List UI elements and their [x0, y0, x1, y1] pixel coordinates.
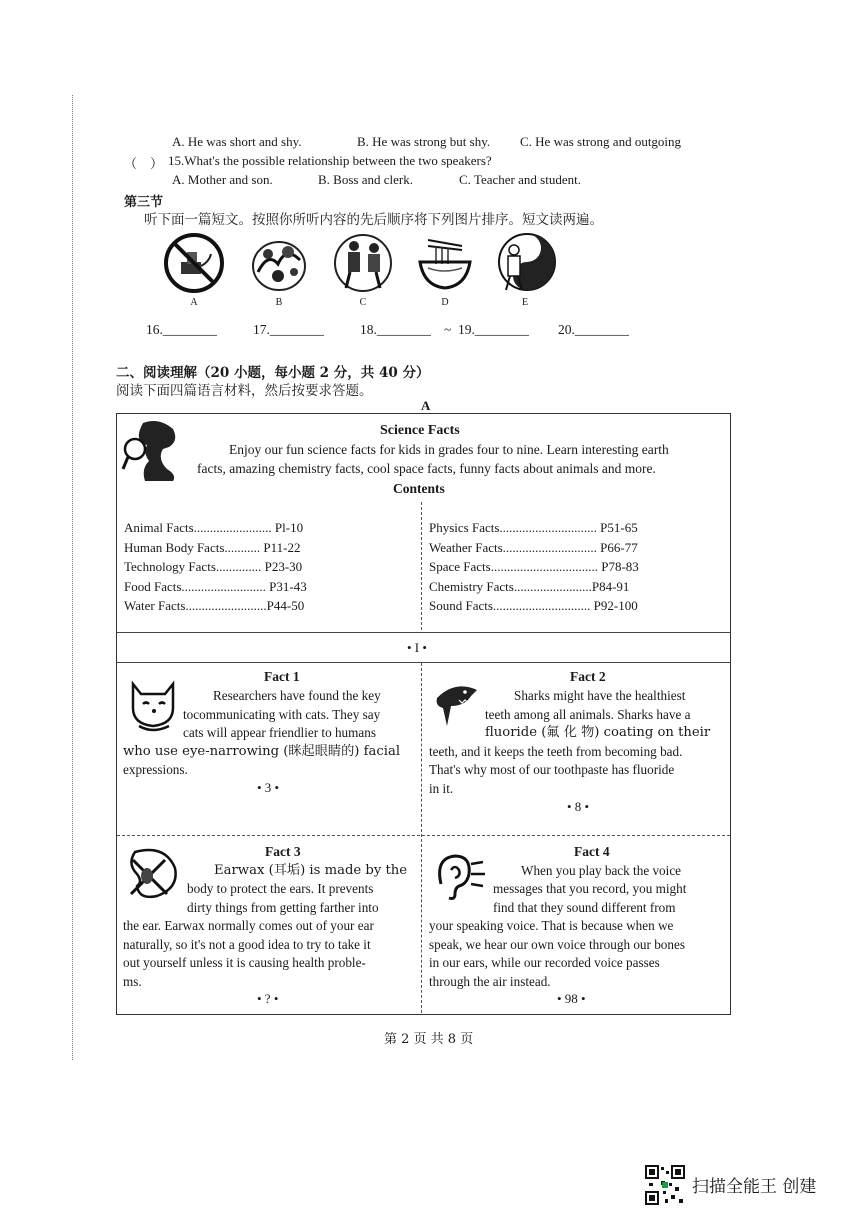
contents-page-marker: • I •: [407, 640, 427, 655]
fact-2-line-5: That's why most of our toothpaste has fluoride: [429, 762, 675, 777]
q14-option-c: C. He was strong and outgoing: [520, 134, 682, 149]
answer-blank-17[interactable]: 17.________: [253, 322, 324, 337]
fact-1-line-5: expressions.: [123, 762, 188, 777]
facts-top-rule: [117, 662, 730, 663]
q15-option-b: B. Boss and clerk.: [318, 172, 413, 187]
contents-item-sound: Sound Facts.............................. P92-100: [429, 598, 638, 613]
no-smoking-picture: [163, 232, 225, 294]
contents-item-chemistry: Chemistry Facts........................P84-91: [429, 579, 630, 594]
answer-blank-16[interactable]: 16.________: [146, 322, 217, 337]
fact-4-line-4: your speaking voice. That is because when we: [429, 918, 674, 933]
fact-4-line-1: When you play back the voice: [521, 863, 682, 878]
cat-icon: [125, 676, 183, 734]
intro-line-1: Enjoy our fun science facts for kids in grades four to nine. Learn interesting earth: [229, 442, 669, 457]
q14-option-b: B. He was strong but shy.: [357, 134, 491, 149]
fact-4-line-5: speak, we hear our own voice through our bones: [429, 937, 685, 952]
fact-3-line-7: ms.: [123, 974, 142, 989]
science-facts-title: Science Facts: [380, 423, 460, 438]
picture-label-e: E: [521, 297, 529, 308]
answer-blank-19[interactable]: 19.________: [458, 322, 529, 337]
tilde-mark: ~: [444, 322, 452, 337]
earwax-cotton-swab-icon: [125, 846, 181, 902]
fact-2-line-6: in it.: [429, 781, 454, 796]
q15-option-a: A. Mother and son.: [172, 172, 273, 187]
contents-item-space: Space Facts................................. P78-83: [429, 559, 639, 574]
fact-4-line-7: through the air instead.: [429, 974, 551, 989]
facts-horizontal-divider: [117, 835, 730, 836]
picture-label-b: B: [275, 297, 283, 308]
fact-4-line-6: in our ears, while our recorded voice passes: [429, 955, 660, 970]
passage-label: A: [421, 398, 431, 413]
section3-title: 第三节: [124, 195, 164, 210]
fact-2-line-1: Sharks might have the healthiest: [514, 688, 686, 703]
fact-3-page: • ? •: [257, 991, 279, 1006]
intro-line-2: facts, amazing chemistry facts, cool space facts, funny facts about animals and more.: [197, 461, 656, 476]
facts-vertical-divider: [421, 663, 422, 1013]
q15-question: 15.What's the possible relationship between the two speakers?: [168, 153, 492, 168]
fact-4-line-2: messages that you record, you might: [493, 881, 687, 896]
people-exercising-picture: [332, 232, 394, 294]
fact-2-line-4: teeth, and it keeps the teeth from becoming bad.: [429, 744, 683, 759]
part2-instruction: 阅读下面四篇语言材料，然后按要求答题。: [116, 383, 373, 399]
fact-3-title: Fact 3: [265, 844, 301, 859]
fact-2-page: • 8 •: [567, 799, 590, 814]
scientist-magnifier-icon: [121, 419, 183, 483]
picture-label-d: D: [441, 297, 449, 308]
contents-item-physics: Physics Facts.............................. P51-65: [429, 520, 638, 535]
fact-3-line-2: body to protect the ears. It prevents: [187, 881, 374, 896]
contents-item-water: Water Facts.........................P44-50: [124, 598, 305, 613]
tai-chi-picture: [494, 232, 556, 294]
fact-4-line-3: find that they sound different from: [493, 900, 676, 915]
contents-item-weather: Weather Facts............................. P66-77: [429, 540, 638, 555]
shark-icon: [433, 676, 481, 730]
fact-4-page: • 98 •: [557, 991, 586, 1006]
contents-item-animal: Animal Facts........................ Pl-10: [124, 520, 304, 535]
part2-heading: 二、阅读理解（20 小题，每小题 2 分，共 40 分）: [116, 365, 430, 381]
qr-code-icon: [645, 1165, 685, 1205]
section3-instruction: 听下面一篇短文。按照你所听内容的先后顺序将下列图片排序。短文读两遍。: [144, 212, 603, 228]
q14-option-a: A. He was short and shy.: [172, 134, 302, 149]
contents-item-food: Food Facts.......................... P31-43: [124, 579, 307, 594]
q15-answer-paren: （ ）: [124, 157, 164, 172]
fact-1-line-4: who use eye-narrowing (眯起眼睛的) facial: [123, 744, 401, 759]
fact-2-line-3: fluoride (氟 化 物) coating on their: [485, 725, 711, 740]
science-facts-box: [116, 413, 731, 1015]
contents-bottom-rule: [117, 632, 730, 633]
fact-3-line-1: Earwax (耳垢) is made by the: [214, 863, 408, 878]
fact-1-line-2: tocommunicating with cats. They say: [183, 707, 381, 722]
fact-3-line-4: the ear. Earwax normally comes out of your ear: [123, 918, 374, 933]
contents-item-technology: Technology Facts.............. P23-30: [124, 559, 303, 574]
picture-label-a: A: [190, 297, 198, 308]
fact-3-line-5: naturally, so it's not a good idea to try to take it: [123, 937, 371, 952]
fact-1-page: • 3 •: [257, 780, 280, 795]
scanner-watermark-text: 扫描全能王 创建: [692, 1177, 817, 1197]
fact-2-line-2: teeth among all animals. Sharks have a: [485, 707, 691, 722]
ear-sound-icon: [431, 854, 487, 900]
contents-heading: Contents: [393, 481, 445, 496]
binding-dotted-line: [72, 95, 73, 1060]
fact-4-title: Fact 4: [574, 844, 610, 859]
noodle-bowl-picture: [414, 232, 476, 294]
page-indicator: 第 2 页 共 8 页: [384, 1032, 474, 1047]
fact-2-title: Fact 2: [570, 669, 606, 684]
plants-picture: [248, 232, 310, 294]
answer-blank-20[interactable]: 20.________: [558, 322, 629, 337]
contents-item-human-body: Human Body Facts........... P11-22: [124, 540, 301, 555]
fact-1-title: Fact 1: [264, 669, 300, 684]
contents-divider: [421, 502, 422, 630]
answer-blank-18[interactable]: 18.________: [360, 322, 431, 337]
fact-3-line-3: dirty things from getting farther into: [187, 900, 379, 915]
q15-option-c: C. Teacher and student.: [459, 172, 581, 187]
fact-1-line-1: Researchers have found the key: [213, 688, 381, 703]
fact-1-line-3: cats will appear friendlier to humans: [183, 725, 376, 740]
fact-3-line-6: out yourself unless it is causing health proble-: [123, 955, 366, 970]
picture-label-c: C: [359, 297, 367, 308]
